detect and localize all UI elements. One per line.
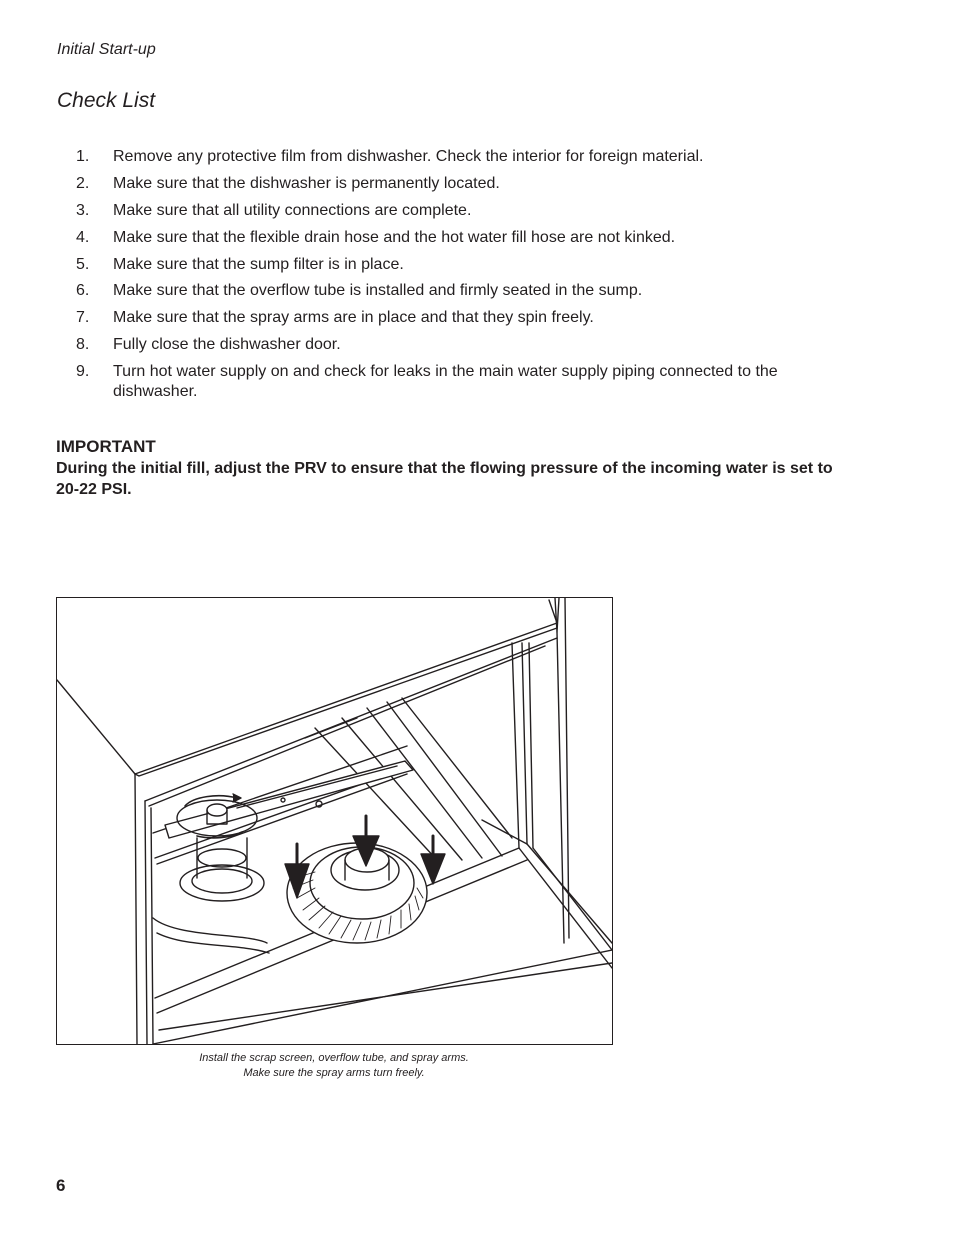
step-number: 2. xyxy=(76,174,90,192)
page-title: Check List xyxy=(57,89,156,112)
step-number: 8. xyxy=(76,336,90,354)
step-text: Make sure that the dishwasher is permanently located. xyxy=(113,174,500,192)
step-text: Make sure that the sump filter is in place. xyxy=(113,255,404,273)
figure-caption xyxy=(56,1051,612,1081)
step-number: 6. xyxy=(76,282,90,300)
spray-arm xyxy=(165,761,413,838)
list-item xyxy=(76,174,796,194)
list-item xyxy=(76,308,796,328)
caption-line: Make sure the spray arms turn freely. xyxy=(243,1067,425,1079)
scrap-screen xyxy=(287,843,427,943)
step-number: 7. xyxy=(76,309,90,327)
step-text: Turn hot water supply on and check for leaks in the main water supply piping connected to the dishwasher. xyxy=(113,363,778,401)
caption-line: Install the scrap screen, overflow tube, and spray arms. xyxy=(199,1052,469,1064)
checklist xyxy=(76,147,796,409)
step-number: 3. xyxy=(76,201,90,219)
step-text: Make sure that the overflow tube is installed and firmly seated in the sump. xyxy=(113,282,643,300)
step-text: Make sure that all utility connections are complete. xyxy=(113,201,472,219)
step-text: Make sure that the spray arms are in place and that they spin freely. xyxy=(113,309,594,327)
step-text: Make sure that the flexible drain hose and the hot water fill hose are not kinked. xyxy=(113,228,676,246)
step-number: 5. xyxy=(76,255,90,273)
door-frame xyxy=(482,643,612,968)
step-number: 1. xyxy=(76,148,90,165)
step-number: 9. xyxy=(76,363,90,381)
important-heading: IMPORTANT xyxy=(56,437,156,456)
list-item xyxy=(76,335,796,355)
list-item xyxy=(76,362,796,402)
list-item xyxy=(76,147,796,167)
spray-hub xyxy=(153,838,269,953)
step-text: Fully close the dishwasher door. xyxy=(113,336,341,354)
important-note: During the initial fill, adjust the PRV to ensure that the flowing pressure of the incoming water is set to 20-22 PSI. xyxy=(56,460,833,498)
list-item xyxy=(76,255,796,275)
arrow-icon xyxy=(421,836,445,884)
list-item xyxy=(76,201,796,221)
page-number: 6 xyxy=(56,1176,66,1195)
step-text: Remove any protective film from dishwasher. Check the interior for foreign material. xyxy=(113,148,704,165)
section-label: Initial Start-up xyxy=(57,41,156,58)
step-number: 4. xyxy=(76,228,90,246)
left-frame xyxy=(135,774,153,1044)
dishwasher-illustration xyxy=(56,597,613,1045)
list-item xyxy=(76,281,796,301)
list-item xyxy=(76,228,796,248)
